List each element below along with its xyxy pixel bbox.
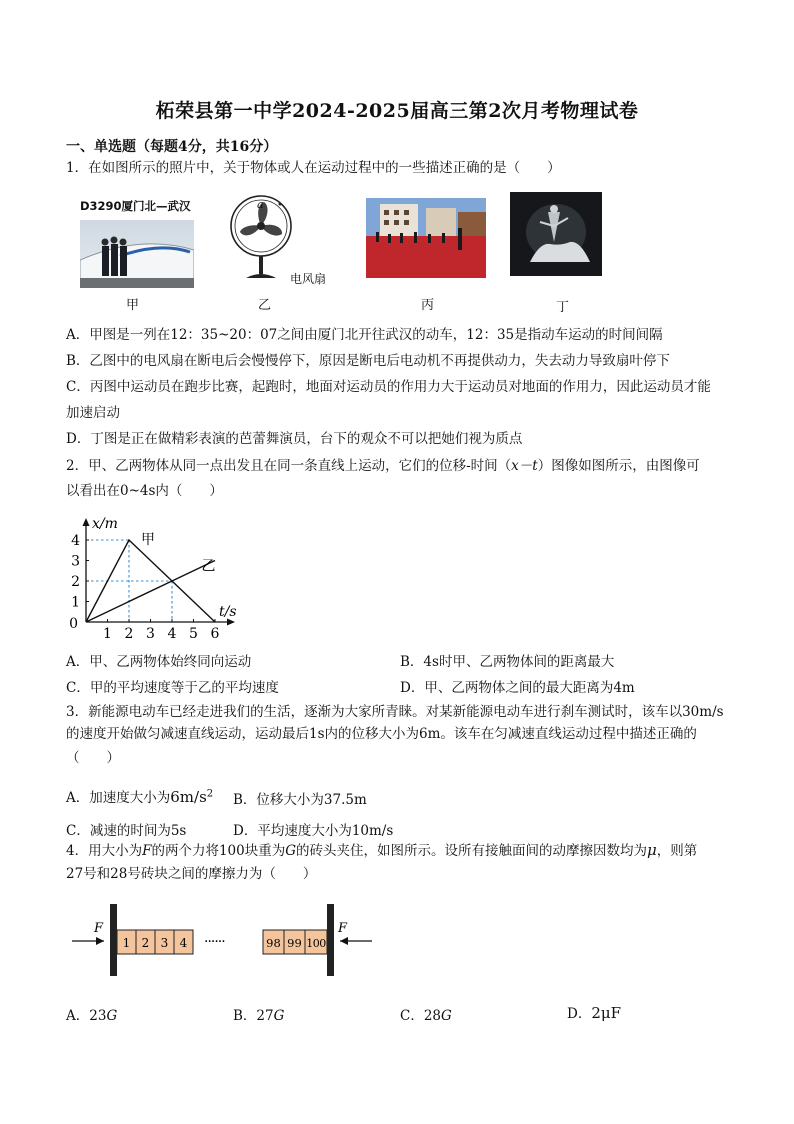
- q2-option-a: A．甲、乙两物体始终同向运动: [66, 654, 252, 670]
- q4-stem-line1: 4．用大小为F的两个力将100块重为G的砖头夹住，如图所示。设所有接触面间的动摩擦因数均为μ，则第: [66, 841, 698, 859]
- q3-option-b: B．位移大小为37.5m: [233, 792, 367, 808]
- series-label-yi: 乙: [201, 558, 216, 575]
- block-99: 99: [287, 936, 302, 950]
- origin-label: 0: [69, 616, 78, 632]
- block-3: 3: [160, 936, 169, 950]
- q1-stem: 1．在如图所示的照片中，关于物体或人在运动过程中的一些描述正确的是（ ）: [66, 160, 561, 176]
- series-line-jia: [86, 540, 215, 622]
- q1-option-a: A．甲图是一列在12：35~20：07之间由厦门北开往武汉的动车，12：35是指动车运动的时间间隔: [66, 327, 663, 343]
- q3-stem-line3: （ ）: [66, 750, 120, 766]
- left-force-arrowhead: [96, 937, 104, 945]
- caption-yi: 乙: [258, 298, 272, 313]
- x-tick-label: 2: [124, 626, 134, 642]
- q3-stem-line1: 3．新能源电动车已经走进我们的生活，逐渐为大家所青睐。对某新能源电动车进行刹车测试时，该车以30m/s: [66, 704, 724, 720]
- left-clamp-board: [110, 904, 117, 976]
- q2-option-c: C．甲的平均速度等于乙的平均速度: [66, 680, 279, 696]
- runners-photo: [366, 198, 486, 278]
- y-axis-label: x/m: [92, 516, 118, 532]
- block-98: 98: [266, 936, 281, 950]
- ballet-photo: [510, 192, 602, 276]
- x-tick-label: 6: [210, 626, 220, 642]
- q4-option-c: C．28G: [400, 1008, 452, 1024]
- train-image: [80, 220, 194, 288]
- q3-stem-line2: 的速度开始做匀减速直线运动，运动最后1s内的位移大小为6m。该车在匀减速直线运动过程中描述正确的: [66, 726, 697, 742]
- q4-option-a: A．23G: [66, 1008, 118, 1024]
- x-tick-label: 1: [103, 626, 112, 642]
- x-tick-label: 5: [189, 626, 198, 642]
- q4-option-b: B．27G: [233, 1008, 285, 1024]
- y-tick-label: 3: [71, 553, 80, 570]
- block-1: 1: [122, 936, 131, 950]
- q2-stem-line2: 以看出在0~4s内（ ）: [66, 483, 223, 499]
- q4-option-d: D．2μF: [567, 1004, 622, 1022]
- x-axis-label: t/s: [219, 604, 237, 620]
- caption-bing: 丙: [421, 298, 435, 313]
- caption-jia: 甲: [126, 298, 140, 313]
- caption-ding: 丁: [556, 300, 570, 315]
- q4-stem-line2: 27号和28号砖块之间的摩擦力为（ ）: [66, 866, 317, 882]
- fan-letter: a: [257, 198, 264, 211]
- left-blocks: [117, 930, 193, 954]
- y-tick-label: 1: [71, 594, 80, 611]
- xt-symbol: x－t: [511, 458, 538, 474]
- y-tick-label: 2: [71, 574, 80, 590]
- left-force-label: F: [94, 921, 104, 936]
- y-tick-label: 4: [71, 533, 80, 549]
- q3-option-c: C．减速的时间为5s: [66, 823, 187, 839]
- q2-option-b: B．4s时甲、乙两物体间的距离最大: [400, 654, 615, 670]
- q1-option-c-cont: 加速启动: [66, 405, 120, 421]
- q1-option-b: B．乙图中的电风扇在断电后会慢慢停下，原因是断电后电动机不再提供动力，失去动力导致扇叶停下: [66, 353, 670, 369]
- block-100: 100: [306, 937, 326, 950]
- q2-option-d: D．甲、乙两物体之间的最大距离为4m: [400, 680, 635, 696]
- q3-option-a: A．加速度大小为$6m/s^2$: [66, 788, 214, 806]
- right-clamp-board: [327, 904, 334, 976]
- xt-chart: [62, 502, 242, 644]
- q1-option-c: C．丙图中运动员在跑步比赛，起跑时，地面对运动员的作用力大于运动员对地面的作用力，因此运动员才能: [66, 379, 711, 395]
- series-line-yi: [86, 558, 216, 623]
- block-2: 2: [141, 936, 150, 950]
- right-blocks: [263, 930, 327, 954]
- page-title: 柘荣县第一中学2024-2025届高三第2次月考物理试卷: [155, 100, 639, 122]
- fan-label: 电风扇: [290, 272, 327, 286]
- q3-option-d: D．平均速度大小为10m/s: [233, 823, 394, 839]
- x-tick-label: 3: [146, 626, 155, 642]
- right-force-label: F: [338, 921, 348, 936]
- q1-option-d: D．丁图是正在做精彩表演的芭蕾舞演员，台下的观众不可以把她们视为质点: [66, 431, 523, 447]
- block-4: 4: [179, 936, 188, 950]
- ellipsis-dots: ······: [204, 934, 225, 950]
- series-label-jia: 甲: [141, 532, 155, 548]
- y-axis-arrow: [83, 518, 90, 526]
- x-tick-label: 4: [167, 626, 177, 642]
- brick-diagram: [70, 900, 380, 980]
- train-label: D3290厦门北—武汉: [80, 199, 191, 213]
- right-force-arrowhead: [340, 937, 348, 945]
- section-heading: 一、单选题（每题4分，共16分）: [66, 139, 278, 155]
- q2-stem-line1: 2．甲、乙两物体从同一点出发且在同一条直线上运动，它们的位移-时间（x－t）图像如图所示，由图像可: [66, 458, 700, 474]
- train-photo: [80, 198, 194, 290]
